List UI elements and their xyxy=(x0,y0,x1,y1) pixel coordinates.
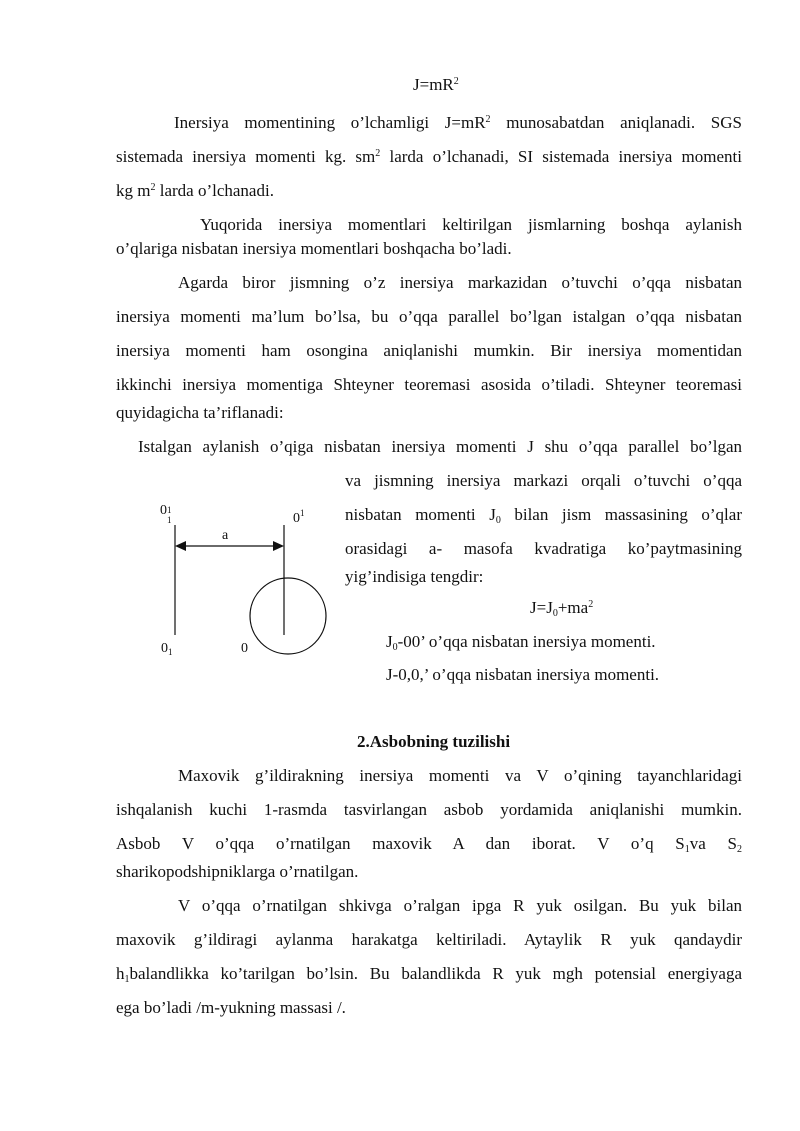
label-o-top: $0^1$ xyxy=(293,508,305,526)
p2-line-1: Yuqorida inersiya momentlari keltirilgan jismlarning boshqa aylanish xyxy=(200,215,742,234)
section-title: 2.Asbobning tuzilishi xyxy=(357,732,511,751)
label-o1-top: 0 1 1 xyxy=(160,503,172,525)
p6-line-2: maxovik g’ildiragi aylanma harakatga keltiriladi. Aytaylik R yuk qandaydir xyxy=(116,930,742,949)
p1-line-2: sistemada inersiya momenti kg. $sm^2$ larda o’lchanadi, SI sistemada inersiya momenti xyxy=(116,147,742,166)
p4-line-1: Istalgan aylanish o’qiga nisbatan inersiya momenti J shu o’qqa parallel bo’lgan xyxy=(138,437,742,456)
p3-line-2: inersiya momenti ma’lum bo’lsa, bu o’qqa parallel bo’lgan istalgan o’qqa nisbatan xyxy=(116,307,742,326)
label-a: a xyxy=(222,528,229,543)
p3-line-5: quyidagicha ta’riflanadi: xyxy=(116,403,284,422)
steiner-formula: $J=J_0+ma^2$ xyxy=(530,598,594,619)
p5-line-4: sharikopodshipniklarga o’rnatilgan. xyxy=(116,862,359,881)
p4-line-3: nisbatan momenti $J_0$ bilan jism massasining o’qlar xyxy=(345,505,742,526)
definition-j0: $J_0-00$’ o’qqa nisbatan inersiya momenti. xyxy=(386,632,656,653)
p2-line-2: o’qlariga nisbatan inersiya momentlari boshqacha bo’ladi. xyxy=(116,239,512,258)
arrow-head-right xyxy=(273,541,284,551)
p3-line-1: Agarda biror jismning o’z inersiya markazidan o’tuvchi o’qqa nisbatan xyxy=(178,273,742,292)
arrow-head-left xyxy=(175,541,186,551)
p6-line-3: $h_1balandlikka$ ko’tarilgan bo’lsin. Bu balandlikda R yuk mgh potensial energiyaga xyxy=(116,964,742,985)
label-o-bottom: 0 xyxy=(241,641,248,656)
p4-line-2: va jismning inersiya markazi orqali o’tuvchi o’qqa xyxy=(345,471,742,490)
formula-j-mr2: $J=mR^2$ xyxy=(413,75,459,94)
definition-j: J-0,0,’ o’qqa nisbatan inersiya momenti. xyxy=(386,665,660,684)
body-circle xyxy=(250,578,326,654)
p6-line-1: V o’qqa o’rnatilgan shkivga o’ralgan ipga R yuk osilgan. Bu yuk bilan xyxy=(178,896,742,915)
p6-line-4: ega bo’ladi /m-yukning massasi /. xyxy=(116,998,346,1017)
label-o1-bottom: $0_1$ xyxy=(161,641,173,657)
p1-line-3: kg $m^2$ larda o’lchanadi. xyxy=(116,181,274,200)
p4-line-4: orasidagi a- masofa kvadratiga ko’paytmasining xyxy=(345,539,742,558)
p4-line-5: yig’indisiga tengdir: xyxy=(345,567,484,586)
p3-line-3: inersiya momenti ham osongina aniqlanishi mumkin. Bir inersiya momentidan xyxy=(116,341,742,360)
p3-line-4: ikkinchi inersiya momentiga Shteyner teoremasi asosida o’tiladi. Shteyner teoremasi xyxy=(116,375,742,394)
p5-line-1: Maxovik g’ildirakning inersiya momenti va V o’qining tayanchlaridagi xyxy=(178,766,742,785)
p1-line-1: Inersiya momentining o’lchamligi $J=mR^2$ munosabatdan aniqlanadi. SGS xyxy=(174,113,742,132)
p5-line-2: ishqalanish kuchi 1-rasmda tasvirlangan asbob yordamida aniqlanishi mumkin. xyxy=(116,800,742,819)
p5-line-3: Asbob V o’qqa o’rnatilgan maxovik A dan iborat. V o’q $S_1va$ $S_2$ xyxy=(116,834,742,855)
